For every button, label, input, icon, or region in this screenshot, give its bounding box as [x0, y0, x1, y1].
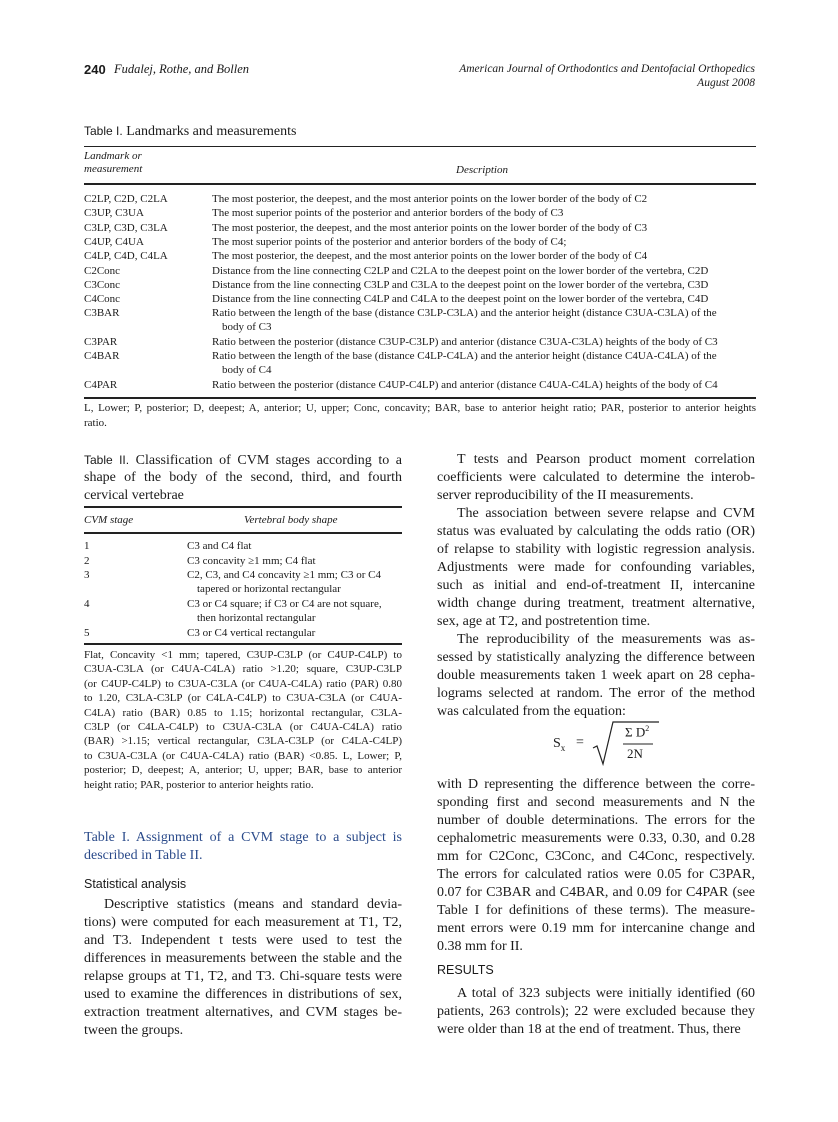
journal-name: American Journal of Orthodontics and Dentofacial Orthopedics	[459, 63, 755, 75]
header-line: Landmark or	[84, 150, 142, 162]
intro-paragraph	[84, 829, 402, 865]
caption-line	[84, 487, 402, 505]
text-line: and T3. Independent t tests were used to test the	[84, 933, 402, 948]
landmark-description	[212, 235, 756, 249]
eq-sub: x	[560, 742, 566, 753]
header-line: measurement	[84, 163, 143, 175]
paragraph-association	[437, 505, 755, 631]
text-line: with D representing the difference between the corre-	[437, 777, 755, 792]
text-line: relapse groups at T1, T2, and T3. Chi-square tests were	[84, 969, 402, 984]
landmark-description	[212, 264, 756, 278]
table2-footnote	[84, 648, 402, 792]
section-heading-results: RESULTS	[437, 963, 494, 977]
table-row	[84, 235, 756, 249]
table1-title: Landmarks and measurements	[126, 124, 297, 139]
table1-col2-header: Description	[456, 164, 508, 176]
error-equation	[553, 718, 663, 768]
vertebral-shape	[187, 626, 402, 640]
table1-top-rule	[84, 146, 756, 147]
description-line: The most posterior, the deepest, and the most anterior points on the lower border of the body of C3	[212, 221, 648, 234]
text-line: of relapse to stability with logistic regression analysis.	[437, 542, 755, 557]
cvm-stage: 5	[84, 627, 90, 639]
shape-line: tapered or horizontal rectangular	[197, 583, 341, 596]
issue-date: August 2008	[697, 77, 755, 89]
text-line: height ratio; PAR, posterior to anterior heights ratio.	[84, 778, 314, 791]
running-authors: Fudalej, Rothe, and Bollen	[114, 62, 250, 76]
table-row	[84, 378, 756, 392]
landmark-term: C2LP, C2D, C2LA	[84, 193, 168, 205]
paragraph-reproducibility	[437, 631, 755, 721]
description-line: Ratio between the posterior (distance C4UP-C4LP) and anterior (distance C4UA-C4LA) heights of the body of C4	[212, 378, 718, 391]
text-line: differences in measurements between the stable and the	[84, 951, 402, 966]
landmark-term: C3Conc	[84, 278, 121, 291]
text-line: sex, age at T2, and postretention time.	[437, 614, 651, 629]
shape-line: C3 or C4 square; if C3 or C4 are not square,	[187, 598, 382, 610]
table-row	[84, 335, 756, 349]
text-line: posterior; D, deepest; A, anterior; U, upper; BAR, base to anterior	[84, 764, 402, 777]
table2-label: Table II.	[84, 453, 130, 467]
text-line: was calculated from the equation:	[437, 704, 626, 719]
description-line: Distance from the line connecting C4LP and C4LA to the deepest point on the lower border of the vertebra, C4D	[212, 293, 709, 306]
description-line: Ratio between the length of the base (distance C4LP-C4LA) and the anterior height (distance C4UA-C4LA) of the	[212, 350, 717, 363]
caption-line	[84, 451, 402, 469]
text-line: C3LP (or C4LA-C4LP) to C3UA-C3LA (or C4UA-C4LA) ratio	[84, 720, 402, 733]
description-line: The most superior points of the posterior and anterior borders of the body of C4;	[212, 235, 567, 248]
landmark-term: C3BAR	[84, 307, 120, 320]
text-line: to 1.20, C3LA-C3LP (or C4LA-C4LP) to C3UA-C3LA (or C4UA-	[84, 692, 402, 705]
landmark-description	[212, 278, 756, 292]
text-line: status was evaluated by calculating the odds ratio (OR)	[437, 524, 755, 539]
table-row	[84, 192, 756, 206]
table-row	[84, 597, 402, 626]
text-line: tions) were computed for each measurement at T1, T2,	[84, 915, 402, 930]
paragraph-t-tests	[437, 451, 755, 505]
eq-num-sup: 2	[645, 724, 650, 733]
text-line: number of double determinations. The errors for the	[437, 813, 755, 828]
table2-bottom-rule	[84, 643, 402, 645]
landmark-term: C3UP, C3UA	[84, 207, 144, 220]
text-line: C3UA-C3LA (or C4UA-C4LA) ratio >1.20; square, C3UP-C3LP	[84, 663, 402, 676]
caption-text: cervical vertebrae	[84, 488, 184, 503]
cvm-stage: 2	[84, 554, 90, 567]
landmark-term: C4PAR	[84, 378, 118, 391]
table1-bottom-rule	[84, 397, 756, 399]
table-row	[84, 221, 756, 235]
text-line: The association between severe relapse and CVM	[457, 506, 755, 521]
eq-denominator: 2N	[627, 746, 643, 761]
table1-caption	[84, 124, 296, 140]
text-line: mm for C2Conc, C3Conc, and C4Conc, respectively.	[437, 849, 755, 864]
text-line: extraction treatment alternatives, and CVM stages be-	[84, 1005, 402, 1020]
text-line: C4LA) ratio (BAR) 0.85 to 1.15; horizontal rectangular, C3LA-	[84, 706, 402, 719]
description-line: Ratio between the length of the base (distance C3LP-C3LA) and the anterior height (distance C3UA-C3LA) of the	[212, 307, 717, 320]
table-row	[84, 206, 756, 220]
landmark-term: C4UP, C4UA	[84, 235, 144, 248]
text-line: Table I for definitions of these terms). The measure-	[437, 903, 755, 918]
text-line: 0.07 for C3BAR and C4BAR, and 0.09 for C4PAR (see	[437, 885, 755, 900]
shape-line: C3 concavity ≥1 mm; C4 flat	[187, 554, 316, 567]
description-line: Distance from the line connecting C3LP and C3LA to the deepest point on the lower border of the vertebra, C3D	[212, 278, 709, 291]
text-line: to C3UA-C3LA (or C4UA-C4LA) ratio (BAR) <0.85. L, Lower; P,	[84, 749, 402, 762]
text-line: A total of 323 subjects were initially identified (60	[457, 986, 755, 1001]
text-line: 0.38 mm for II.	[437, 939, 523, 954]
text-line: width change during treatment, treatment alternative,	[437, 596, 755, 611]
text-line: used to examine the differences in distributions of sex,	[84, 987, 402, 1002]
landmark-term: C4Conc	[84, 293, 121, 306]
text-line: Adjustments were made for confounding variables,	[437, 560, 755, 575]
table1-footnote	[84, 401, 756, 431]
text-line: Flat, Concavity <1 mm; tapered, C3UP-C3LP (or C4UP-C4LP) to	[84, 649, 402, 661]
description-line: body of C3	[222, 321, 272, 334]
paragraph-errors	[437, 776, 755, 956]
table-row	[84, 626, 402, 640]
landmark-term: C4LP, C4D, C4LA	[84, 250, 168, 263]
landmark-description	[212, 192, 756, 206]
text-line: cephalometric measurements were 0.33, 0.30, and 0.28	[437, 831, 755, 846]
footnote-line: L, Lower; P, posterior; D, deepest; A, anterior; U, upper; Conc, concavity; BAR, base to anterior height ratio; PAR, posterior to anterior heights	[84, 402, 756, 414]
cvm-stage: 3	[84, 569, 90, 581]
table2-header-rule	[84, 532, 402, 534]
text-line: The errors for calculated ratios were 0.05 for C3PAR,	[437, 867, 755, 882]
table2-top-rule	[84, 506, 402, 508]
cvm-stage: 4	[84, 598, 90, 610]
page-number: 240	[84, 62, 106, 77]
vertebral-shape	[187, 554, 402, 568]
table2-caption	[84, 451, 402, 505]
description-line: Ratio between the posterior (distance C3UP-C3LP) and anterior (distance C3UA-C3LA) heights of the body of C3	[212, 336, 718, 348]
caption-text: Classification of CVM stages according to a	[135, 453, 403, 468]
landmark-description	[212, 306, 756, 334]
eq-equals: =	[576, 735, 584, 750]
text-line: server reproducibility of the II measurements.	[437, 488, 694, 503]
table2-col1-header: CVM stage	[84, 514, 134, 526]
vertebral-shape	[187, 539, 402, 553]
table1-header-rule	[84, 183, 756, 185]
description-line: The most posterior, the deepest, and the most anterior points on the lower border of the body of C2	[212, 193, 648, 205]
description-line: body of C4	[222, 364, 272, 377]
table-row	[84, 349, 756, 377]
text-line: tween the groups.	[84, 1023, 184, 1038]
text-line: double measurements taken 1 week apart on 28 cepha-	[437, 668, 755, 683]
caption-line	[84, 469, 402, 487]
vertebral-shape	[187, 597, 402, 626]
journal-header	[459, 62, 755, 90]
landmark-description	[212, 206, 756, 220]
text-line: lograms selected at random. The error of the method	[437, 686, 755, 701]
paragraph-results	[437, 985, 755, 1039]
eq-num-text: Σ D	[625, 724, 646, 740]
statistical-analysis-paragraph	[84, 896, 402, 1040]
shape-line: C3 and C4 flat	[187, 540, 252, 552]
table1-label: Table I.	[84, 124, 123, 138]
text-line: described in Table II.	[84, 848, 203, 863]
caption-text: shape of the body of the second, third, and fourth	[84, 470, 402, 485]
text-line: Table I. Assignment of a CVM stage to a subject is	[84, 830, 402, 845]
text-line: were older than 18 at the end of treatment. Thus, there	[437, 1022, 741, 1037]
landmark-term: C3LP, C3D, C3LA	[84, 221, 168, 234]
table-row	[84, 264, 756, 278]
shape-line: then horizontal rectangular	[197, 612, 316, 625]
landmark-description	[212, 378, 756, 392]
vertebral-shape	[187, 568, 402, 597]
text-line: such as initial and end-of-treatment II, intercanine	[437, 578, 755, 593]
text-line: sessed by statistically analyzing the difference between	[437, 650, 755, 665]
footnote-line: ratio.	[84, 417, 107, 429]
landmark-description	[212, 349, 756, 377]
shape-line: C3 or C4 vertical rectangular	[187, 627, 316, 639]
text-line: sponding first and second measurements and N the	[437, 795, 755, 810]
table2-col2-header: Vertebral body shape	[244, 514, 338, 526]
text-line: ment errors were 0.19 mm for intercanine change and	[437, 921, 755, 936]
description-line: The most posterior, the deepest, and the most anterior points on the lower border of the body of C4	[212, 250, 648, 263]
text-line: Descriptive statistics (means and standard devia-	[104, 897, 402, 912]
text-line: coefficients were calculated to determine the interob-	[437, 470, 755, 485]
landmark-description	[212, 335, 756, 349]
eq-numerator	[625, 724, 649, 740]
text-line: (or C4UP-C4LP) to C3UA-C3LA (or C4UA-C4LA) ratio (PAR) 0.80	[84, 677, 402, 690]
landmark-term: C4BAR	[84, 350, 120, 363]
text-line: (BAR) >1.15; vertical rectangular, C3LA-C3LP (or C4LA-C4LP)	[84, 735, 402, 748]
landmark-term: C2Conc	[84, 264, 121, 277]
text-line: The reproducibility of the measurements was as-	[457, 632, 755, 647]
shape-line: C2, C3, and C4 concavity ≥1 mm; C3 or C4	[187, 569, 381, 581]
text-line: patients, 263 controls); 22 were excluded because they	[437, 1004, 755, 1019]
equation-lhs	[553, 736, 565, 753]
table-row	[84, 568, 402, 597]
section-heading-statistical-analysis: Statistical analysis	[84, 877, 187, 891]
cvm-stage: 1	[84, 540, 90, 552]
text-line: T tests and Pearson product moment correlation	[457, 452, 755, 467]
table-row	[84, 554, 402, 568]
table-row	[84, 249, 756, 263]
table-row	[84, 539, 402, 553]
description-line: The most superior points of the posterior and anterior borders of the body of C3	[212, 207, 564, 220]
table-row	[84, 278, 756, 292]
landmark-description	[212, 292, 756, 306]
table-row	[84, 306, 756, 334]
table-row	[84, 292, 756, 306]
landmark-description	[212, 221, 756, 235]
landmark-description	[212, 249, 756, 263]
landmark-term: C3PAR	[84, 336, 118, 348]
eq-s: S	[553, 736, 561, 751]
description-line: Distance from the line connecting C2LP and C2LA to the deepest point on the lower border of the vertebra, C2D	[212, 264, 709, 277]
table1-col1-header	[84, 150, 142, 176]
